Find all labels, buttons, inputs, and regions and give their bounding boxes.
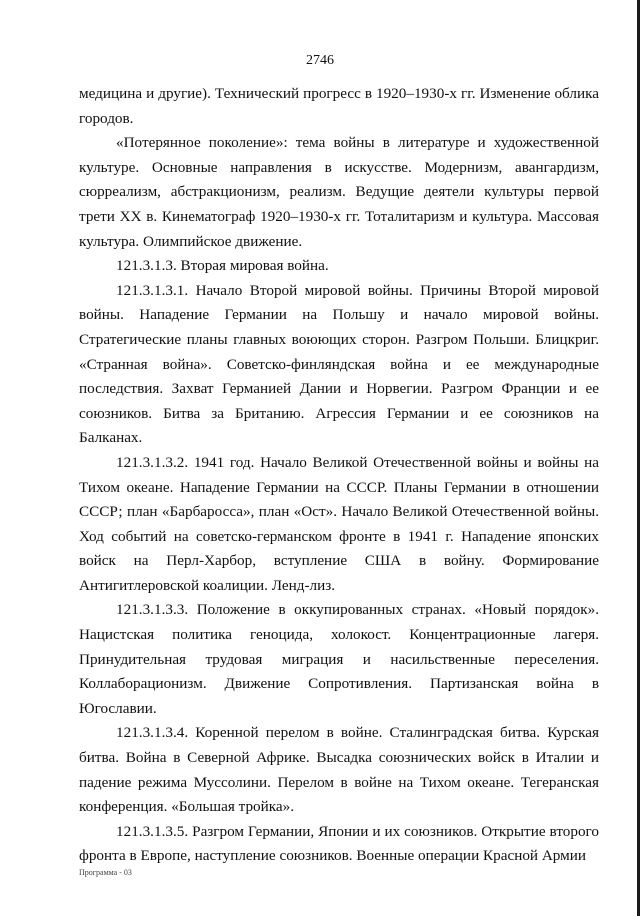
body-text [79,82,599,869]
page-number: 2746 [306,53,334,68]
page-footer: Программа - 03 [79,868,132,877]
paragraph-121-3-1-3-1: 121.3.1.3.1. Начало Второй мировой войны. Причины Второй мировой войны. Нападение Германии на Польшу и начало мировой войны. Стратегические планы главных воюющих сторон. Разгром Польши. Блицкриг. «Странная война». Советско-финляндская война и ее международные последствия. Захват Германией Дании и Норвегии. Разгром Франции и ее союзников. Битва за Британию. Агрессия Германии и ее союзников на Балканах. [79,281,599,447]
paragraph-121-3-1-3-5: 121.3.1.3.5. Разгром Германии, Японии и их союзников. Открытие второго фронта в Европе, наступление союзников. Военные операции Красной Армии [79,822,599,865]
paragraph-lost-generation: «Потерянное поколение»: тема войны в литературе и художественной культуре. Основные направления в искусстве. Модернизм, авангардизм, сюрреализм, абстракционизм, реализм. Ведущие деятели культуры первой трети XX в. Кинематограф 1920–1930-х гг. Тоталитаризм и культура. Массовая культура. Олимпийское движение. [79,134,599,250]
section-heading-ww2: 121.3.1.3. Вторая мировая война. [116,257,329,275]
paragraph-121-3-1-3-4: 121.3.1.3.4. Коренной перелом в войне. Сталинградская битва. Курская битва. Война в Северной Африке. Высадка союзнических войск в Италии и падение режима Муссолини. Перелом в войне на Тихом океане. Тегеранская конференция. «Большая тройка». [79,724,599,816]
paragraph-121-3-1-3-3: 121.3.1.3.3. Положение в оккупированных странах. «Новый порядок». Нацистская политика геноцида, холокост. Концентрационные лагеря. Принудительная трудовая миграция и насильственные переселения. Коллаборационизм. Движение Сопротивления. Партизанская война в Югославии. [79,601,599,717]
paragraph-continuation: медицина и другие). Технический прогресс в 1920–1930-х гг. Изменение облика городов. [79,85,599,127]
paragraph-121-3-1-3-2: 121.3.1.3.2. 1941 год. Начало Великой Отечественной войны и войны на Тихом океане. Нападение Германии на СССР. Планы Германии в отношении СССР; план «Барбаросса», план «Ост». Начало Великой Отечественной войны. Ход событий на советско-германском фронте в 1941 г. Нападение японских войск на Перл-Харбор, вступление США в войну. Формирование Антигитлеровской коалиции. Ленд-лиз. [79,453,599,594]
